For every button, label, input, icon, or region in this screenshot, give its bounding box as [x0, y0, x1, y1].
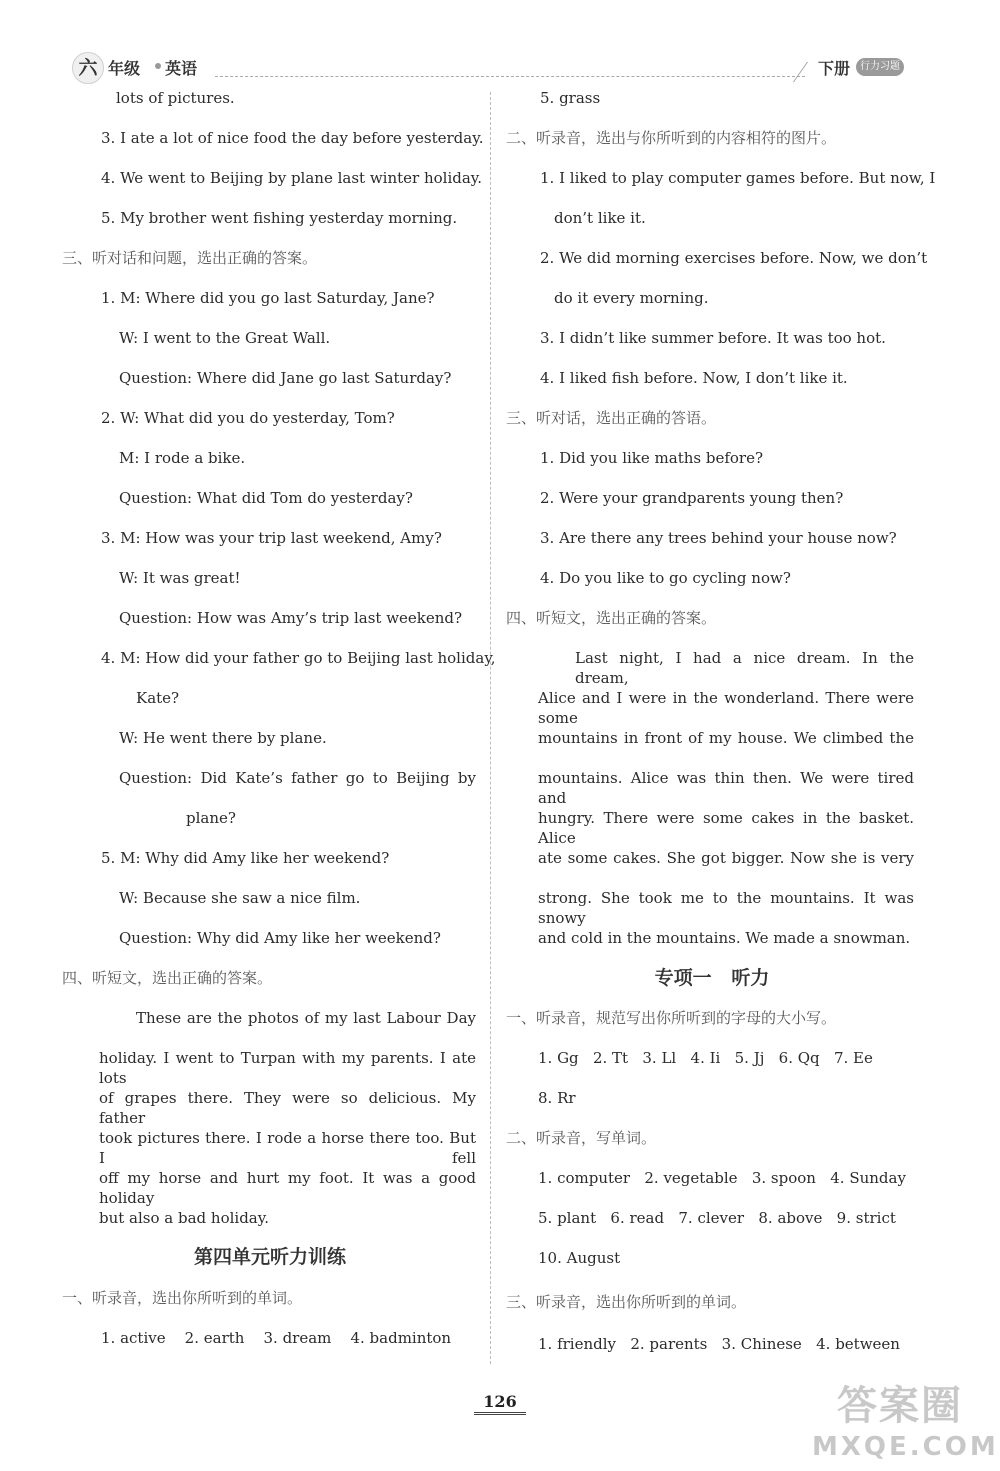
grade-label: 年级	[108, 59, 141, 78]
text-line: strong. She took me to the mountains. It was snowy	[538, 889, 914, 927]
text-line: hungry. There were some cakes in the basket. Alice	[538, 809, 914, 847]
special-title: 专项一 听力	[654, 967, 770, 989]
text-line: 1. friendly 2. parents 3. Chinese 4. between	[538, 1335, 900, 1353]
section-heading: 三、听对话，选出正确的答语。	[506, 409, 717, 427]
text-line: Question: What did Tom do yesterday?	[119, 489, 413, 507]
unit-title: 第四单元听力训练	[193, 1246, 346, 1268]
subject-label: 英语	[165, 59, 198, 78]
text-line: but also a bad holiday.	[99, 1209, 270, 1227]
text-line: 2. W: What did you do yesterday, Tom?	[101, 409, 395, 427]
text-line: M: I rode a bike.	[119, 449, 246, 467]
watermark-logo	[812, 1380, 999, 1468]
text-line: 1. computer 2. vegetable 3. spoon 4. Sunday	[538, 1169, 906, 1187]
text-line: Last night, I had a nice dream. In the dream,	[575, 649, 914, 687]
section-heading: 四、听短文，选出正确的答案。	[506, 609, 717, 627]
watermark-text-bottom: MXQE.COM	[812, 1432, 999, 1462]
page-number: 126	[440, 1392, 560, 1411]
text-line: Question: Did Kate’s father go to Beijing by	[119, 769, 476, 787]
text-line: 1. active 2. earth 3. dream 4. badminton	[101, 1329, 452, 1347]
text-line: 2. Were your grandparents young then?	[540, 489, 844, 507]
text-line: W: He went there by plane.	[119, 729, 327, 747]
grade-badge: 六	[72, 52, 104, 84]
text-line: 3. Are there any trees behind your house now?	[540, 529, 897, 547]
text-line: 4. M: How did your father go to Beijing last holiday,	[101, 649, 496, 667]
text-line: 3. I ate a lot of nice food the day before yesterday.	[101, 129, 484, 147]
section-heading: 二、听录音，写单词。	[506, 1129, 657, 1147]
text-line: Question: Why did Amy like her weekend?	[119, 929, 441, 947]
column-divider	[490, 92, 491, 1364]
text-line: lots of pictures.	[116, 89, 235, 107]
text-line: 3. I didn’t like summer before. It was too hot.	[540, 329, 886, 347]
section-heading: 三、听录音，选出你所听到的单词。	[506, 1293, 747, 1311]
header-slash	[793, 62, 809, 82]
text-line: 1. Did you like maths before?	[540, 449, 764, 467]
text-line: took pictures there. I rode a horse there too. But I fell	[99, 1129, 476, 1167]
text-line: plane?	[186, 809, 236, 827]
text-line: of grapes there. They were so delicious. My father	[99, 1089, 476, 1127]
text-line: 4. I liked fish before. Now, I don’t like it.	[540, 369, 848, 387]
text-line: W: I went to the Great Wall.	[119, 329, 331, 347]
text-line: don’t like it.	[554, 209, 646, 227]
text-line: 4. We went to Beijing by plane last winter holiday.	[101, 169, 483, 187]
text-line: These are the photos of my last Labour Day	[136, 1009, 476, 1027]
text-line: 3. M: How was your trip last weekend, Amy?	[101, 529, 442, 547]
text-line: do it every morning.	[554, 289, 709, 307]
text-line: 1. I liked to play computer games before. But now, I	[540, 169, 936, 187]
text-line: and cold in the mountains. We made a snowman.	[538, 929, 911, 947]
text-line: Question: How was Amy’s trip last weekend?	[119, 609, 463, 627]
text-line: mountains in front of my house. We climbed the	[538, 729, 914, 747]
text-line: Alice and I were in the wonderland. There were some	[538, 689, 914, 727]
text-line: 5. plant 6. read 7. clever 8. above 9. strict	[538, 1209, 896, 1227]
text-line: Question: Where did Jane go last Saturday?	[119, 369, 452, 387]
text-line: 8. Rr	[538, 1089, 576, 1107]
text-line: 5. grass	[540, 89, 601, 107]
text-line: W: Because she saw a nice film.	[119, 889, 361, 907]
section-heading: 二、听录音，选出与你所听到的内容相符的图片。	[506, 129, 837, 147]
series-badge: 行力习题	[856, 58, 904, 76]
text-line: 10. August	[538, 1249, 621, 1267]
text-line: holiday. I went to Turpan with my parents. I ate lots	[99, 1049, 476, 1087]
page-header	[0, 0, 1000, 90]
text-line: off my horse and hurt my foot. It was a good holiday	[99, 1169, 476, 1207]
text-line: W: It was great!	[119, 569, 241, 587]
text-line: ate some cakes. She got bigger. Now she is very	[538, 849, 914, 867]
volume-label: 下册	[818, 59, 851, 78]
section-heading: 四、听短文，选出正确的答案。	[62, 969, 273, 987]
header-rule	[215, 76, 805, 77]
text-line: Kate?	[136, 689, 180, 707]
text-line: 5. My brother went fishing yesterday morning.	[101, 209, 458, 227]
text-line: 1. M: Where did you go last Saturday, Jane?	[101, 289, 435, 307]
text-line: 4. Do you like to go cycling now?	[540, 569, 791, 587]
section-heading: 一、听录音，选出你所听到的单词。	[62, 1289, 303, 1307]
section-heading: 三、听对话和问题，选出正确的答案。	[62, 249, 318, 267]
watermark-text-top: 答案圈	[837, 1383, 963, 1429]
header-dot-icon	[155, 63, 161, 69]
text-line: mountains. Alice was thin then. We were tired and	[538, 769, 914, 807]
text-line: 2. We did morning exercises before. Now, we don’t	[540, 249, 928, 267]
text-line: 5. M: Why did Amy like her weekend?	[101, 849, 390, 867]
section-heading: 一、听录音，规范写出你所听到的字母的大小写。	[506, 1009, 837, 1027]
text-line: 1. Gg 2. Tt 3. Ll 4. Ii 5. Jj 6. Qq 7. Ee	[538, 1049, 873, 1067]
